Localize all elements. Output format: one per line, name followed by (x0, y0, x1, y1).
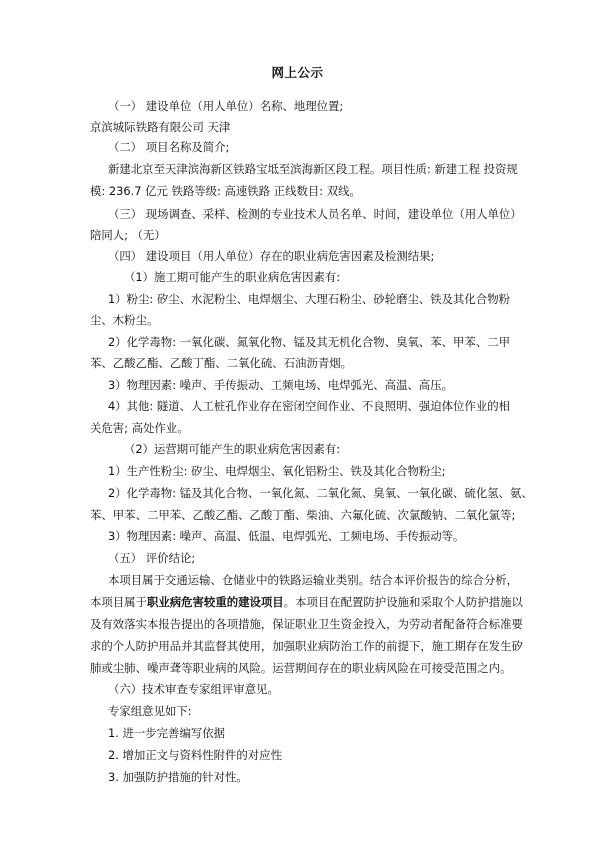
conclusion-line-5: 肺或尘肺、噪声聋等职业病的风险。运营期间存在的职业病风险在可接受范围之内。 (90, 661, 512, 675)
conclusion-line-1: 本项目属于交通运输、仓储业中的铁路运输业类别。结合本评价报告的综合分析， (108, 573, 519, 587)
section-2-heading: （二） 项目名称及简介; (108, 140, 230, 154)
construction-chem-line-1: 2）化学毒物: 一氧化碳、氮氧化物、锰及其无机化合物、臭氧、苯、甲苯、二甲 (108, 335, 510, 349)
construction-chem-line-2: 苯、乙酸乙酯、乙酸丁酯、二氧化硫、石油沥青烟。 (90, 356, 352, 370)
conclusion-line-3: 及有效落实本报告提出的各项措施，保证职业卫生资金投入，为劳动者配备符合标准要 (90, 617, 523, 631)
expert-opinion-item-3: 3. 加强防护措施的针对性。 (108, 770, 248, 784)
construction-physical: 3）物理因素: 噪声、手传振动、工频电场、电焊弧光、高温、高压。 (108, 378, 454, 392)
construction-dust-line-2: 尘、木粉尘。 (90, 313, 159, 327)
expert-opinion-item-2: 2. 增加正文与资料性附件的对应性 (108, 748, 282, 762)
section-3-line-2: 陪同人; （无） (90, 228, 166, 242)
conclusion-line-2 (90, 595, 523, 609)
expert-opinion-item-1: 1. 进一步完善编写依据 (108, 726, 226, 740)
section-1-content: 京滨城际铁路有限公司 天津 (90, 120, 231, 134)
conclusion-line-4: 求的个人防护用品并其监督其使用，加强职业病防治工作的前提下，施工期存在发生矽 (90, 639, 523, 653)
operation-chem-line-1: 2）化学毒物: 锰及其化合物、一氧化氮、二氧化氮、臭氧、一氧化碳、硫化氢、氨、 (108, 486, 533, 500)
section-5-heading: （五） 评价结论; (108, 551, 196, 565)
section-1-heading: （一） 建设单位（用人单位）名称、地理位置; (108, 99, 344, 113)
expert-opinion-intro: 专家组意见如下: (108, 704, 192, 718)
construction-other-line-1: 4）其他: 隧道、人工桩孔作业存在密闭空间作业、不良照明、强迫体位作业的相 (108, 399, 510, 413)
conclusion-emphasis: 职业病危害较重的建设项目 (146, 595, 284, 609)
operation-chem-line-2: 苯、甲苯、二甲苯、乙酸乙酯、乙酸丁酯、柴油、六氟化硫、次氯酸钠、二氧化氯等; (90, 508, 516, 522)
conclusion-line-2-post: 。本项目在配置防护设施和采取个人防护措施以 (283, 595, 523, 609)
conclusion-line-2-pre: 本项目属于 (90, 595, 147, 609)
construction-dust-line-1: 1）粉尘: 矽尘、水泥粉尘、电焊烟尘、大理石粉尘、砂轮磨尘、铁及其化合物粉 (108, 292, 510, 306)
construction-other-line-2: 关危害; 高处作业。 (90, 421, 189, 435)
operation-physical: 3）物理因素: 噪声、高温、低温、电焊弧光、工频电场、手传振动等。 (108, 529, 465, 543)
operation-dust: 1）生产性粉尘: 矽尘、电焊烟尘、氧化铝粉尘、铁及其化合物粉尘; (108, 464, 446, 478)
operation-heading: （2）运营期可能产生的职业病危害因素有: (124, 442, 341, 456)
section-3-line-1: （三） 现场调查、采样、检测的专业技术人员名单、时间，建设单位（用人单位） (108, 207, 522, 221)
section-4-heading: （四） 建设项目（用人单位）存在的职业病危害因素及检测结果; (108, 249, 435, 263)
construction-heading: （1）施工期可能产生的职业病危害因素有: (124, 270, 341, 284)
section-6-heading: （六）技术审查专家组评审意见。 (108, 682, 279, 696)
section-2-line-2: 模: 236.7 亿元 铁路等级: 高速铁路 正线数目: 双线。 (90, 184, 361, 198)
section-2-line-1: 新建北京至天津滨海新区铁路宝坻至滨海新区段工程。项目性质: 新建工程 投资规 (108, 162, 518, 176)
page-title: 网上公示 (271, 65, 324, 80)
